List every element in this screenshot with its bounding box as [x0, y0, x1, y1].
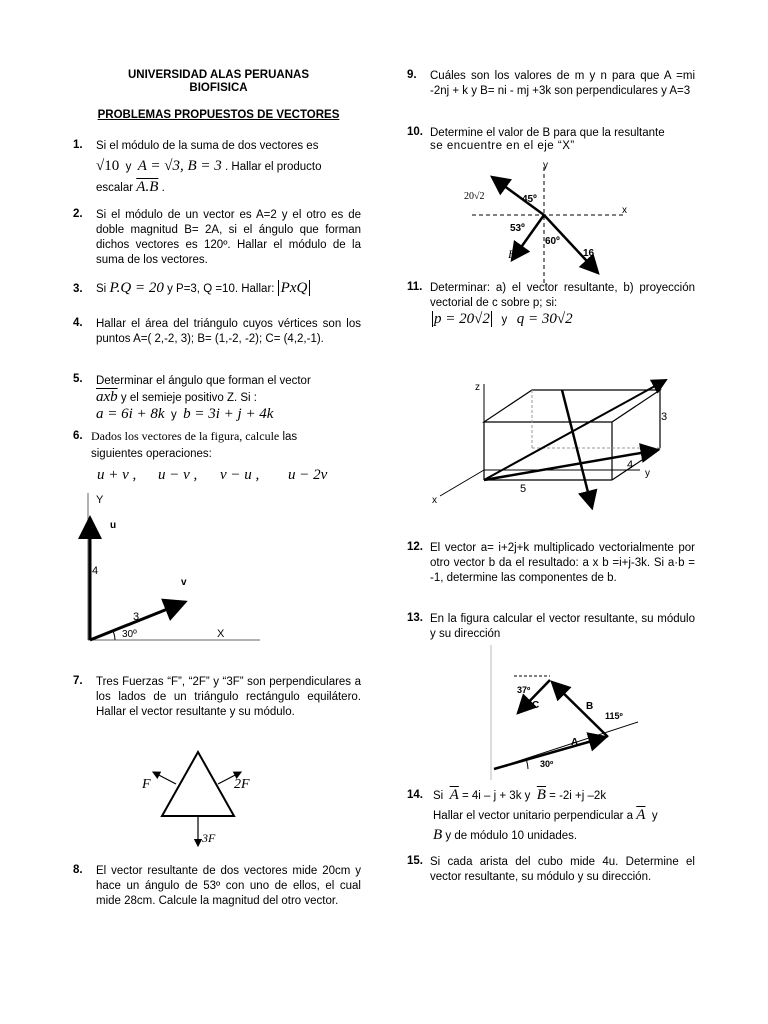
problem-5 [96, 373, 361, 423]
problem-1 [96, 139, 361, 196]
angle-115-label: 115º [605, 711, 623, 721]
length-label: 5 [520, 483, 527, 495]
depth-label: 4 [627, 459, 634, 471]
vector-a-label: A [571, 737, 579, 748]
problem-1-ab-values: A = √3, B = 3 [137, 158, 222, 174]
problem-11-y: y [501, 314, 508, 326]
vector-u-label: u [110, 520, 117, 531]
z-axis-label: z [475, 382, 480, 393]
x-axis-label: x [432, 495, 437, 506]
angle-arc [113, 631, 115, 640]
problem-5-number: 5. [73, 373, 83, 385]
vector-16-label: 16 [583, 248, 595, 259]
problem-9-number: 9. [407, 69, 417, 81]
problem-7-text: Tres Fuerzas “F”, “2F” y “3F” son perpendiculares a los lados de un triángulo rectángulo equilátero. Hallar el vector resultante y su módulo. [96, 676, 361, 718]
problem-6-op-2: u − v , [158, 467, 198, 483]
problem-1-y: y [125, 161, 132, 173]
university-name: UNIVERSIDAD ALAS PERUANAS [127, 69, 310, 81]
problem-6-number: 6. [73, 430, 83, 442]
problem-10-number: 10. [407, 126, 423, 138]
problem-15-number: 15. [407, 855, 423, 867]
x-axis-label: x [622, 205, 627, 216]
problem-3-mid: y P=3, Q =10. Hallar: [167, 283, 275, 295]
vector-c-label: C [532, 700, 540, 711]
problem-3-number: 3. [73, 283, 83, 295]
problem-11-p: p = 20√2 [434, 311, 490, 327]
problem-3-pq: P.Q = 20 [109, 280, 164, 296]
angle-45-label: 45º [522, 194, 537, 205]
v-magnitude-label: 3 [133, 611, 140, 623]
vector-b-arrow [512, 215, 544, 260]
problem-1-ab-product: A.B [136, 179, 159, 195]
angle-37-label: 37º [517, 685, 531, 695]
problem-11-line1: Determinar: a) el vector resultante, b) proyección vectorial de c sobre p; si: [430, 282, 695, 309]
force-f-arrow [153, 772, 176, 784]
problem-14-vector-a-2: $\overline{A}$ [636, 807, 646, 823]
problem-7-figure [130, 740, 270, 850]
problem-6 [91, 429, 366, 445]
problem-5-y: y [170, 409, 177, 421]
force-f-label: F [142, 777, 151, 792]
vector-q-arrow [562, 390, 592, 508]
x-axis [440, 470, 484, 496]
problem-8-text: El vector resultante de dos vectores mide 20cm y hace un ángulo de 53º con uno de ellos, el cual mide 28cm. Calcule la magnitud del otro vector. [96, 865, 361, 907]
problem-3-pxq: PxQ [278, 280, 311, 296]
problem-6-line2: siguientes operaciones: [91, 448, 212, 460]
problem-1-number: 1. [73, 139, 83, 151]
problem-5-line2: y el semieje positivo Z. Si : [120, 392, 258, 404]
problem-14-si: Si [433, 790, 444, 802]
angle-label: 30º [122, 629, 137, 640]
triangle [162, 752, 234, 816]
force-2f-label: 2F [234, 777, 250, 792]
problem-3 [96, 281, 361, 297]
u-magnitude-label: 4 [92, 565, 99, 577]
problem-13-number: 13. [407, 612, 423, 624]
problem-2-number: 2. [73, 208, 83, 220]
problem-14-vector-b: $\overline{B}$ [536, 787, 546, 803]
vector-b-label: B [586, 701, 594, 712]
problem-7-number: 7. [73, 675, 83, 687]
problem-10-figure [450, 155, 650, 285]
problem-5-b: b = 3i + j + 4k [183, 406, 274, 422]
problem-12-text: El vector a= i+2j+k multiplicado vectorialmente por otro vector b da el resultado: a x b =i+j-3k. Si a·b = -1, determine las componentes de b. [430, 542, 695, 584]
vector-20sqrt2-label: 20√2 [464, 191, 485, 202]
problem-15-text: Si cada arista del cubo mide 4u. Determine el vector resultante, su módulo y su dirección. [430, 856, 695, 883]
vector-v-label: v [181, 577, 187, 588]
vector-b-label: B [508, 247, 516, 261]
problem-10-line2: se encuentre en el eje “X” [430, 140, 575, 152]
x-axis-label: X [217, 628, 225, 640]
problem-11-q: q = 30√2 [516, 311, 573, 327]
problem-5-axb: $\overline{axb}$ [96, 389, 118, 405]
problem-6-line1a: Dados los vectores de la figura, calcule [91, 429, 280, 443]
force-3f-label: 3F [202, 831, 216, 845]
problem-14-number: 14. [407, 789, 423, 801]
problem-9-text: Cuáles son los valores de m y n para que A =mi -2nj + k y B= ni - mj +3k son perpendiculares y A=3 [430, 70, 695, 97]
problem-1-line1: Si el módulo de la suma de dos vectores es [96, 140, 319, 152]
problem-5-a: a = 6i + 8k [96, 406, 165, 422]
problem-1-line3: escalar [96, 182, 134, 194]
problem-5-line1: Determinar el ángulo que forman el vector [96, 375, 311, 387]
problem-13-text: En la figura calcular el vector resultante, su módulo y su dirección [430, 613, 695, 640]
problem-11-values [432, 311, 573, 328]
angle-30-label: 30º [540, 759, 554, 769]
problem-6-figure [60, 488, 360, 658]
problem-14-a-value: = 4i – j + 3k y [462, 790, 531, 802]
problem-14-line2a: Hallar el vector unitario perpendicular a [433, 810, 634, 822]
problem-14-vector-a: $\overline{A}$ [449, 787, 459, 803]
problem-14-line2b: y [651, 810, 658, 822]
problem-14-b-value: = -2i +j –2k [549, 790, 607, 802]
y-axis-label: Y [96, 494, 104, 506]
problem-4-number: 4. [73, 317, 83, 329]
height-label: 3 [661, 411, 668, 423]
course-name: BIOFISICA [189, 82, 248, 94]
problem-6-op-1: u + v , [97, 467, 137, 483]
y-axis-label: y [645, 468, 650, 479]
problem-14-vector-b-2: B [433, 827, 443, 843]
problem-2-text: Si el módulo de un vector es A=2 y el otro es de doble magnitud B= 2A, si el ángulo que forman dichos vectores es 120º. Hallar el módulo de la suma de los vectores. [96, 209, 361, 266]
problem-13-figure [488, 645, 658, 780]
vector-b-arrow [552, 682, 608, 737]
problem-14 [433, 786, 698, 846]
problem-6-op-4: u − 2v [288, 467, 328, 483]
problem-12-number: 12. [407, 541, 423, 553]
problem-4-text: Hallar el área del triángulo cuyos vértices son los puntos A=( 2,-2, 3); B= (1,-2, -2); C= (4,2,-1). [96, 318, 361, 345]
problem-10-line1: Determine el valor de B para que la resultante [430, 127, 665, 139]
problem-11-figure [420, 370, 700, 510]
angle-53-label: 53º [510, 223, 525, 234]
y-axis-label: y [543, 160, 548, 171]
problem-1-line2: . Hallar el producto [225, 161, 322, 173]
problem-3-si: Si [96, 283, 107, 295]
problem-1-sqrt10: √10 [96, 158, 120, 174]
problem-11-number: 11. [407, 281, 423, 293]
angle-60-label: 60º [545, 236, 560, 247]
page-title: PROBLEMAS PROPUESTOS DE VECTORES [97, 109, 340, 121]
problem-1-dot: . [161, 182, 165, 194]
problem-14-line3: y de módulo 10 unidades. [445, 830, 578, 842]
problem-6-op-3: v − u , [220, 467, 260, 483]
problem-8-number: 8. [73, 864, 83, 876]
problem-6-line1b: las [282, 431, 298, 443]
box-top [484, 390, 660, 422]
